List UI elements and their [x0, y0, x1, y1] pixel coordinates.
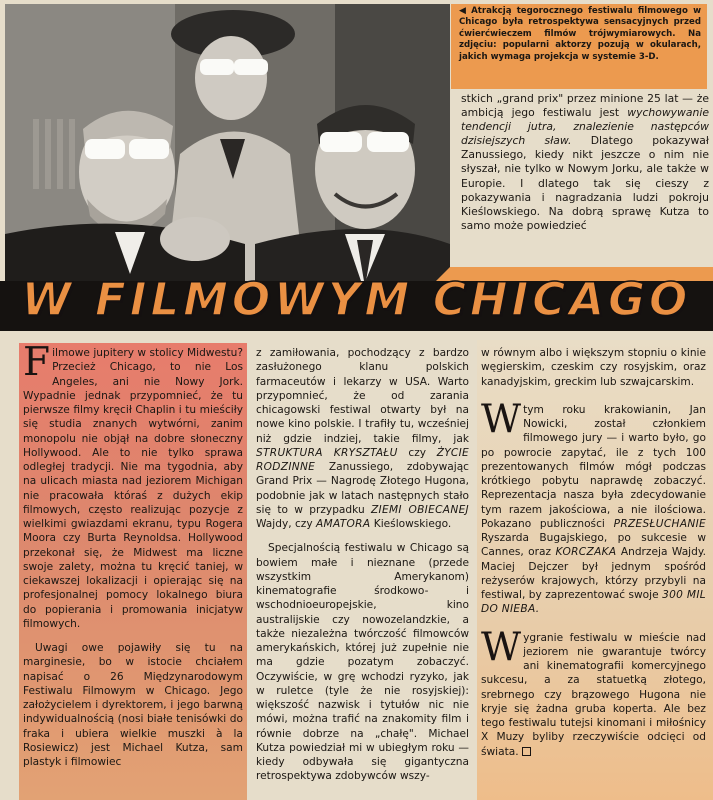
film-title-korczak: KORCZAKA: [555, 546, 617, 559]
caption-arrow-icon: ◀: [459, 6, 469, 16]
column-c-text-1: tym roku krakowianin, Jan Nowicki, został członkiem filmowego jury — i warto było, go po powrocie zapytać, ile z tych 100 prezentowanych filmów mógł podczas krótkiego pobytu naprawdę zobaczyć. Reprezentacja nasza była zdecydowanie tym razem jakościowa, a nie ilościowa. Pokazano publiczności: [481, 403, 706, 530]
column-b-paragraph-2: Specjalnością festiwalu w Chicago są bowiem małe i nieznane (przede wszystkim Amerykanom) kinematografie środkowo- i wschodnioeuropejskie, kino australijskie czy nowozelandzkie, a także niezależna twórczość filmowców amerykańskich, której już zupełnie nie ma gdzie pozatym zobaczyć. Oczywiście, w grę wchodzi ryzyko, jak w ruletce (tyle że nie rosyjskiej): większość nazwisk i tytułów nic nie mówi, można trafić na znakomity film i równie dobrze na „chałę". Michael Kutza powiedział mi w ubiegłym roku — kiedy odbywała się gigantyczna retrospektywa zdobywców wszy-: [256, 542, 469, 783]
column-c-text-2: Ryszarda Bugajskiego, po sukcesie w Cannes, oraz: [481, 532, 706, 559]
intro-text-2: Dlatego pokazywał Zanussiego, kiedy nikt jeszcze o nim nie słyszał, nie tylko w Nowym Jorku, ale także w Europie. I dlatego tak się cieszy z pokazywania i nagradzania ludzi pokroju Kieślowskiego. Na dobrą sprawę Kutza to samo może powiedzieć: [461, 134, 709, 232]
column-c-text-3: Andrzeja Wajdy. Maciej Dejczer był jednym spośród reżyserów krajowych, którzy przybyli na festiwal, by zaprezentować swoje: [481, 546, 706, 601]
end-mark-box-icon: [522, 747, 531, 756]
column-a-background: [19, 340, 247, 800]
film-title-300-mil: 300 MIL DO NIEBA.: [481, 589, 706, 616]
column-a: [23, 340, 243, 769]
column-a-paragraph-2: Uwagi owe pojawiły się tu na marginesie, bo w istocie chciałem napisać o 26 Międzynarodowym Festiwalu Filmowym w Chicago. Jego założycielem i dyrektorem, i jego barwną indywidualnością (nosi białe tenisówki do fraka i ubiera wielkie muszki à la Rosiewicz) jest Michael Kutza, sam plastyk i filmowiec: [23, 642, 243, 768]
column-b: [256, 346, 469, 784]
column-b-text-3: Zanussiego, zdobywając Grand Prix — Nagrodę Złotego Hugona, podobnie jak w latach następnych stało się to w przypadku: [256, 461, 470, 516]
film-title-amator: AMATORA: [316, 518, 371, 530]
article-title: W FILMOWYM CHICAGO: [21, 273, 692, 326]
column-b-text-2: czy: [408, 446, 427, 459]
film-title-przesluchanie: PRZESŁUCHANIE: [613, 517, 707, 530]
film-title-struktura: STRUKTURA KRYSZTAŁU: [256, 446, 398, 459]
dropcap-w-2: W: [481, 624, 522, 670]
film-title-zycie: ŻYCIE RODZINNE: [256, 446, 469, 473]
dropcap-f: F: [23, 340, 51, 385]
photo-illustration: [5, 4, 450, 287]
column-a-paragraph-1: ilmowe jupitery w stolicy Midwestu? Przecież Chicago, to nie Los Angeles, ani nie Nowy Jork. Wypadnie jednak przypomnieć, że tu pierwsze filmy kręcił Chaplin i tu mieściły się studia znanych wytwórni, zanim monopolu nie objął na dobre słoneczny Hollywood. Ale to nie tylko sprawa odległej tradycji. Nie ma tygodnia, aby na ulicach miasta nad jeziorem Michigan nie pracowała któraś z dużych ekip filmowych, często realizując pozycje z wielkimi gwiazdami ekranu, typu Rogera Moora czy Burta Reynoldsa. Hollywood przekonał się, że Midwest ma liczne swoje zalety, można tu kręcić taniej, w ciekawszej lokalizacji i opierając się na profesjonalnej pomocy lokalnego biura do popierania i promowania inicjatyw filmowych.: [23, 347, 243, 630]
intro-emphasis: wychowywanie tendencji jutra, znalezienie następców dzisiejszych sław.: [461, 106, 709, 148]
intro-column: [461, 92, 709, 256]
column-b-text-5: Kieślowskiego.: [373, 518, 452, 530]
title-band: [0, 267, 713, 331]
caption-text: Atrakcją tegorocznego festiwalu filmowego w Chicago była retrospektywa sensacyjnych przed ćwierćwieczem filmów trójwymiarowych. Na zdjęciu: popularni aktorzy pozują w okularach, jakich wymaga projekcja w systemie 3-D.: [459, 6, 702, 62]
column-c: [481, 346, 706, 759]
photo-3d-glasses-actors: [5, 4, 450, 287]
column-c-text-4: ygranie festiwalu w mieście nad jeziorem nie gwarantuje twórcy ani kinematografii komercyjnego sukcesu, a za statuetką złotego, srebrnego czy brązowego Hugona nie kryje się żadna gruba koperta. Ale bez tego festiwalu tutejsi kinomani i miłośnicy X Muzy byliby rzeczywiście odcięci od świata.: [481, 631, 706, 758]
dropcap-w-1: W: [481, 396, 522, 442]
photo-caption: [451, 4, 707, 89]
column-c-paragraph-1: w równym albo i większym stopniu o kinie węgierskim, czeskim czy rosyjskim, oraz kanadyjskim, greckim lub szwajcarskim.: [481, 347, 706, 388]
column-b-text-4: Wajdy, czy: [256, 518, 313, 530]
film-title-ziemia: ZIEMI OBIECANEJ: [371, 503, 469, 516]
intro-text-1: stkich „grand prix" przez minione 25 lat — że ambicją jego festiwalu jest: [461, 92, 709, 120]
column-b-text-1: z zamiłowania, pochodzący z bardzo zasłużonego klanu polskich farmaceutów i lekarzy w USA. Warto przypomnieć, że od zarania chicagowski festiwal otwarty był na nowe kino polskie. I trafiły tu, wcześniej niż gdzie indziej, takie filmy, jak: [256, 347, 469, 445]
